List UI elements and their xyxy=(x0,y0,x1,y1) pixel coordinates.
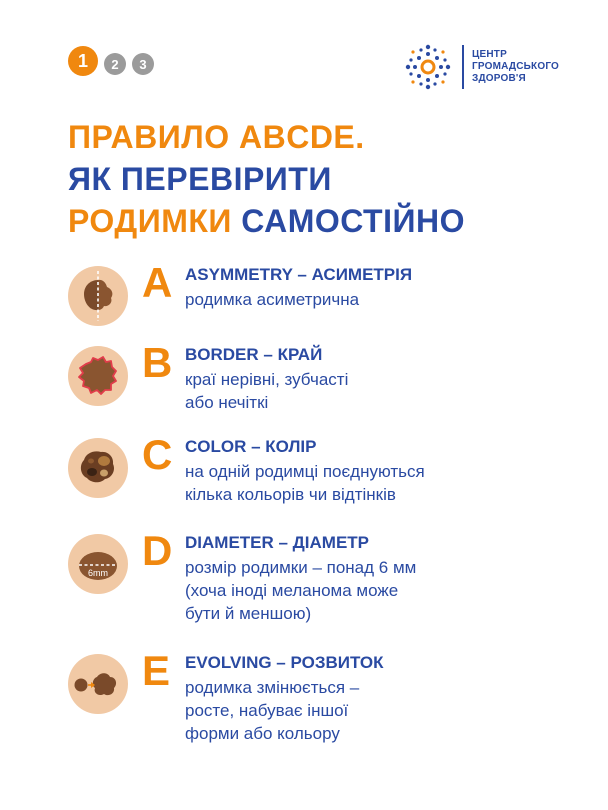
item-heading: DIAMETER – ДІАМЕТР xyxy=(185,533,370,552)
organization-logo xyxy=(404,43,559,91)
item-heading: ASYMMETRY – АСИМЕТРІЯ xyxy=(185,265,413,284)
abcde-item-d xyxy=(64,527,604,640)
title-line-3 xyxy=(68,200,465,242)
logo-line-2: ГРОМАДСЬКОГО xyxy=(472,61,560,72)
item-description-line: форми або кольору xyxy=(185,724,340,743)
item-description xyxy=(185,460,425,506)
title-line-3-orange: РОДИМКИ xyxy=(68,203,232,239)
item-heading: EVOLVING – РОЗВИТОК xyxy=(185,653,384,672)
logo-text xyxy=(472,49,559,85)
item-letter: A xyxy=(142,259,173,306)
logo-line-1: ЦЕНТР xyxy=(472,49,507,60)
item-description-line: родимка змінюється – xyxy=(185,678,360,697)
logo-divider xyxy=(462,45,464,89)
item-description-line: росте, набуває іншої xyxy=(185,701,349,720)
item-description xyxy=(185,368,348,414)
diameter-mole-icon xyxy=(64,530,132,598)
item-letter: E xyxy=(142,647,171,694)
evolving-mole-icon xyxy=(64,650,132,718)
page-dot-1[interactable]: 1 xyxy=(68,46,98,76)
item-letter: D xyxy=(142,527,173,574)
item-heading: BORDER – КРАЙ xyxy=(185,345,323,364)
item-description-line: родимка асиметрична xyxy=(185,290,360,309)
logo-line-3: ЗДОРОВ'Я xyxy=(472,73,526,84)
page-dot-3[interactable]: 3 xyxy=(132,53,154,75)
title-line-2: ЯК ПЕРЕВІРИТИ xyxy=(68,161,332,197)
item-letter: C xyxy=(142,431,173,478)
multicolor-mole-icon xyxy=(64,434,132,502)
item-description-line: бути й меншою) xyxy=(185,604,312,623)
item-description-line: розмір родимки – понад 6 мм xyxy=(185,558,417,577)
item-description-line: (хоча іноді меланома може xyxy=(185,581,399,600)
title-line-3-blue: САМОСТІЙНО xyxy=(241,203,465,239)
item-description-line: на одній родимці поєднуються xyxy=(185,462,425,481)
item-description-line: краї нерівні, зубчасті xyxy=(185,370,349,389)
item-description-line: кілька кольорів чи відтінків xyxy=(185,485,396,504)
title-line-1: ПРАВИЛО ABCDE. xyxy=(68,119,365,155)
page-title xyxy=(68,116,465,242)
item-description-line: або нечіткі xyxy=(185,393,269,412)
diameter-label: 6mm xyxy=(88,568,108,578)
item-description xyxy=(185,556,416,625)
page-indicator xyxy=(68,46,154,76)
asymmetric-mole-icon xyxy=(64,262,132,330)
abcde-item-e xyxy=(64,647,604,760)
item-description xyxy=(185,288,359,311)
item-heading: COLOR – КОЛІР xyxy=(185,437,317,456)
irregular-border-mole-icon xyxy=(64,342,132,410)
page-dot-2[interactable]: 2 xyxy=(104,53,126,75)
item-description xyxy=(185,676,359,745)
item-letter: B xyxy=(142,339,173,386)
public-health-center-logo-icon xyxy=(404,43,452,91)
